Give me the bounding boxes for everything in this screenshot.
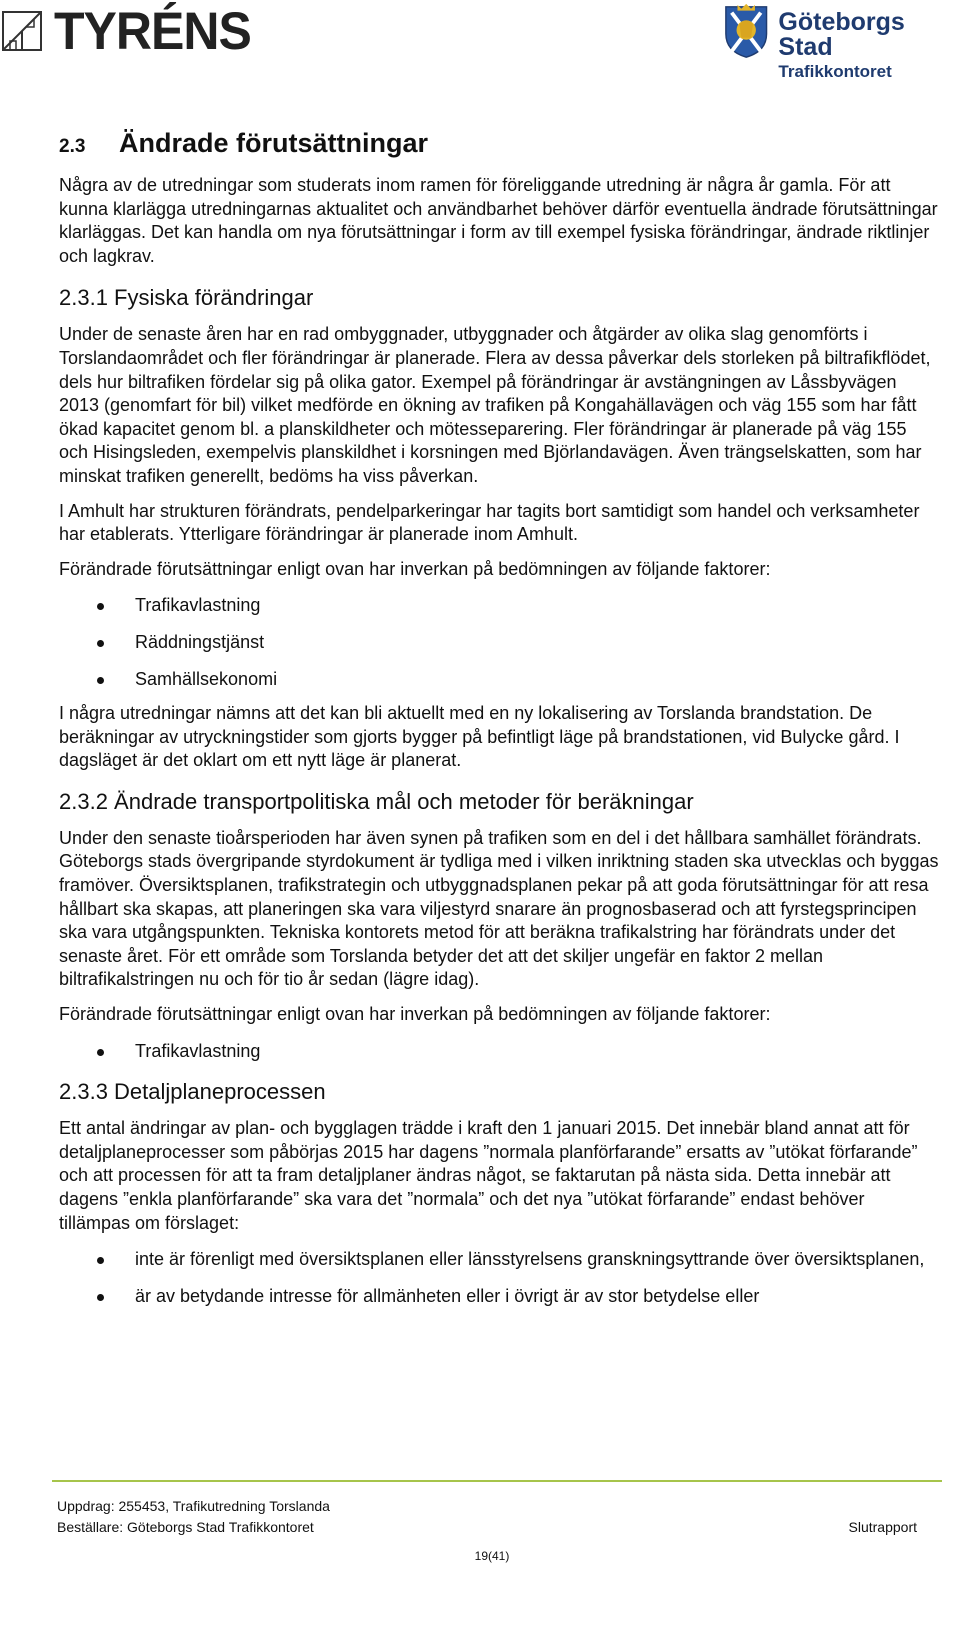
- list-item-text: Trafikavlastning: [135, 1040, 261, 1061]
- list-item: [59, 1040, 939, 1064]
- paragraph: I några utredningar nämns att det kan bli aktuellt med en ny lokalisering av Torslanda brandstation. De beräkningar av utryckningstider som gjorts bygger på befintligt läge på brandstationen, vid Bulycke gård. I dagsläget är det oklart om ett nytt läge är planerat.: [59, 703, 900, 771]
- footer-divider: [52, 1480, 942, 1482]
- list-item-text: Trafikavlastning: [135, 595, 261, 616]
- paragraph: Under den senaste tioårsperioden har även synen på trafiken som en del i det hållbara samhället förändrats. Göteborgs stads övergripande styrdokument är tydliga med i vilken inriktning staden ska utvecklas och byggas framöver. Översiktsplanen, trafikstrategin och utbyggnadsplanen pekar på att goda förutsättningar för att resa hållbart ska skapas, att planeringen ska vara viljestyrd snarare än prognosbaserad och att fyrstegsprincipen ska vara utgångspunkten. Tekniska kontorets metod för att beräkna trafikalstring har förändrats under det senaste året. För ett område som Torslanda betyder det att det skiljer ungefär en faktor 2 mellan biltrafikalstringen nu och för tio år sedan (lägre idag).: [59, 827, 939, 990]
- bullet-icon: [97, 1049, 104, 1056]
- bullet-icon: [97, 1257, 104, 1264]
- paragraph: I Amhult har strukturen förändrats, pendelparkeringar har tagits bort samtidigt som handel och verksamheter har etablerats. Ytterligare förändringar är planerade inom Amhult.: [59, 500, 920, 545]
- list-item-text: är av betydande intresse för allmänheten eller i övrigt är av stor betydelse eller: [135, 1285, 760, 1306]
- paragraph: Ett antal ändringar av plan- och bygglagen trädde i kraft den 1 januari 2015. Det innebär bland annat att för detaljplaneprocesser som påbörjas 2015 har dagens ”normala planförfarande” ersatts av ”utökat förfarande” och att processen för att ta fram detaljplaner ändras något, se faktarutan på nästa sida. Detta innebär att dagens ”enkla planförfarande” ska vara det ”normala” och det nya ”utökat förfarande” endast behöver tillämpas om förslaget:: [59, 1118, 918, 1233]
- paragraph: Under de senaste åren har en rad ombyggnader, utbyggnader och åtgärder av olika slag genomförts i Torslandaområdet och fler förändringar är planerade. Flera av dessa påverkar dels storleken på biltrafikflödet, dels hur biltrafiken fördelar sig på olika gator. Exempel på förändringar är avstängningen av Låssbyvägen 2013 (genomfart för bil) vilket medförde en ökning av trafiken på Kongahällavägen och väg 155 som har fått ökad kapacitet genom bl. a planskildheter och mötesseparering. Fler förändringar är planerade på väg 155 och Hisingsleden, exempelvis planskildhet i korsningen med Björlandavägen. Även trängselskatten, som har minskat trafiken generellt, bedöms ha viss påverkan.: [59, 324, 931, 486]
- document-body: [59, 126, 939, 1308]
- footer-doc-type: Slutrapport: [848, 1519, 917, 1535]
- section-title: Ändrade förutsättningar: [119, 128, 429, 158]
- section-2-3-2-heading: 2.3.2 Ändrade transportpolitiska mål och metoder för beräkningar: [59, 788, 694, 814]
- goteborgs-stad-title: Göteborgs Stad: [778, 8, 905, 61]
- page-footer: [57, 1496, 917, 1538]
- footer-client: Beställare: Göteborgs Stad Trafikkontoret: [57, 1519, 314, 1535]
- paragraph: Förändrade förutsättningar enligt ovan har inverkan på bedömningen av följande faktorer:: [59, 1004, 771, 1025]
- list-item-text: Samhällsekonomi: [135, 668, 278, 689]
- paragraph: Några av de utredningar som studerats inom ramen för föreliggande utredning är några år gamla. För att kunna klarlägga utredningarnas aktualitet och användbarhet behöver därför eventuella ändrade förutsättningar klarläggas. Det kan handla om nya förutsättningar i form av till exempel fysiska förändringar, ändrade riktlinjer och lagkrav.: [59, 175, 938, 266]
- tyrens-logo-text: TYRÉNS: [54, 1, 251, 61]
- goteborgs-stad-subtitle: Trafikkontoret: [778, 62, 892, 81]
- bullet-list: [59, 1040, 939, 1064]
- paragraph: Förändrade förutsättningar enligt ovan har inverkan på bedömningen av följande faktorer:: [59, 558, 771, 579]
- bullet-icon: [97, 640, 104, 647]
- bullet-list: [59, 594, 939, 691]
- bullet-icon: [97, 677, 104, 684]
- page-header: [0, 0, 960, 81]
- list-item: [59, 631, 939, 655]
- goteborgs-stad-logo: [722, 2, 960, 80]
- list-item: [59, 1248, 939, 1272]
- bullet-icon: [97, 603, 104, 610]
- list-item: [59, 594, 939, 618]
- bullet-list: [59, 1248, 939, 1308]
- list-item: [59, 1285, 939, 1309]
- section-2-3-1-heading: 2.3.1 Fysiska förändringar: [59, 285, 314, 311]
- tyrens-logo: [2, 1, 251, 61]
- page-number: 19(41): [474, 1549, 510, 1563]
- section-2-3-3-heading: 2.3.3 Detaljplaneprocessen: [59, 1079, 326, 1105]
- list-item-text: Räddningstjänst: [135, 631, 265, 652]
- section-2-3-heading: [59, 126, 939, 164]
- section-number: 2.3: [59, 136, 86, 157]
- list-item-text: inte är förenligt med översiktsplanen eller länsstyrelsens granskningsyttrande över översiktsplanen,: [135, 1249, 925, 1270]
- footer-assignment: Uppdrag: 255453, Trafikutredning Torslanda: [57, 1498, 330, 1514]
- coat-of-arms-icon: [722, 2, 770, 60]
- bullet-icon: [97, 1294, 104, 1301]
- tyrens-mark-icon: [2, 11, 42, 51]
- list-item: [59, 668, 939, 692]
